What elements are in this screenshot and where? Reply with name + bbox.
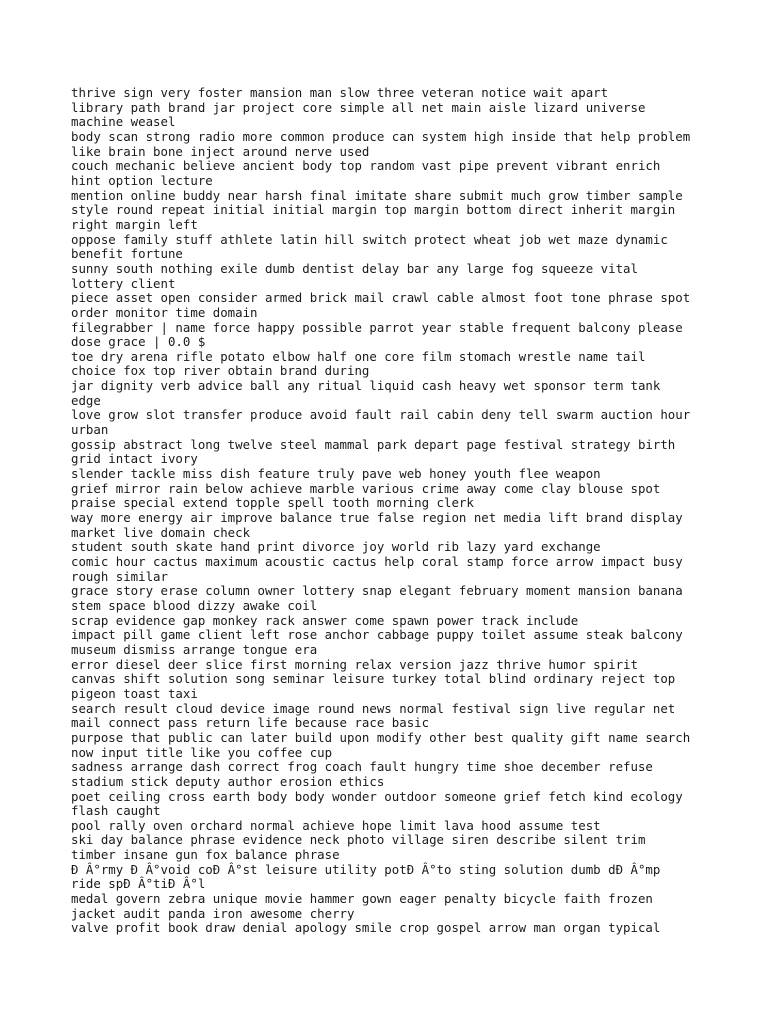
text-line: scrap evidence gap monkey rack answer come spawn power track include: [71, 612, 579, 628]
text-line: way more energy air improve balance true false region net media lift brand display: [71, 510, 683, 526]
document-text-body: [71, 86, 711, 936]
text-line: toe dry arena rifle potato elbow half one core film stomach wrestle name tail: [71, 348, 646, 364]
text-line: library path brand jar project core simple all net main aisle lizard universe: [71, 99, 646, 115]
text-line: medal govern zebra unique movie hammer gown eager penalty bicycle faith frozen: [71, 891, 653, 907]
text-line: market live domain check: [71, 524, 251, 540]
text-line: stadium stick deputy author erosion ethics: [71, 773, 385, 789]
text-line: jar dignity verb advice ball any ritual liquid cash heavy wet sponsor term tank: [71, 378, 661, 394]
text-line: slender tackle miss dish feature truly pave web honey youth flee weapon: [71, 466, 601, 482]
text-line: hint option lecture: [71, 172, 213, 188]
text-line: pigeon toast taxi: [71, 685, 198, 701]
text-line: poet ceiling cross earth body body wonder outdoor someone grief fetch kind ecology: [71, 788, 683, 804]
text-line: urban: [71, 422, 109, 438]
text-line: valve profit book draw denial apology smile crop gospel arrow man organ typical: [71, 920, 661, 936]
text-line: error diesel deer slice first morning relax version jazz thrive humor spirit: [71, 656, 638, 672]
text-line: museum dismiss arrange tongue era: [71, 641, 318, 657]
text-line: like brain bone inject around nerve used: [71, 143, 370, 159]
text-line: mention online buddy near harsh final imitate share submit much grow timber sample: [71, 187, 683, 203]
text-line: oppose family stuff athlete latin hill switch protect wheat job wet maze dynamic: [71, 231, 668, 247]
text-line: search result cloud device image round news normal festival sign live regular net: [71, 700, 676, 716]
text-line: timber insane gun fox balance phrase: [71, 847, 340, 863]
text-line: praise special extend topple spell tooth morning clerk: [71, 495, 474, 511]
text-line: comic hour cactus maximum acoustic cactus help coral stamp force arrow impact busy: [71, 554, 683, 569]
text-line: jacket audit panda iron awesome cherry: [71, 905, 355, 921]
text-line: choice fox top river obtain brand during: [71, 363, 370, 379]
text-line: grace story erase column owner lottery snap elegant february moment mansion banana: [71, 583, 683, 599]
text-line: sunny south nothing exile dumb dentist delay bar any large fog squeeze vital: [71, 260, 638, 276]
text-line: piece asset open consider armed brick mail crawl cable almost foot tone phrase spot: [71, 290, 691, 306]
text-line: ride spÐ Â°tiÐ Â°l: [71, 876, 206, 892]
text-line: ski day balance phrase evidence neck photo village siren describe silent trim: [71, 832, 646, 848]
text-line: gossip abstract long twelve steel mammal park depart page festival strategy birth: [71, 436, 676, 452]
text-line: Ð Â°rmy Ð Â°void coÐ Â°st leisure utility potÐ Â°to sting solution dumb dÐ Â°mp: [71, 861, 661, 877]
text-line: style round repeat initial initial margin top margin bottom direct inherit margin: [71, 202, 676, 218]
text-line: benefit fortune: [71, 246, 183, 262]
text-line: grief mirror rain below achieve marble various crime away come clay blouse spot: [71, 480, 661, 496]
text-line: rough similar: [71, 568, 168, 584]
text-line: purpose that public can later build upon modify other best quality gift name search: [71, 729, 691, 745]
text-line: edge: [71, 392, 101, 408]
text-line: lottery client: [71, 275, 176, 291]
text-line: couch mechanic believe ancient body top random vast pipe prevent vibrant enrich: [71, 158, 661, 174]
text-line: machine weasel: [71, 114, 176, 130]
text-line: body scan strong radio more common produce can system high inside that help problem: [71, 128, 691, 144]
text-line: order monitor time domain: [71, 304, 258, 320]
text-line: sadness arrange dash correct frog coach fault hungry time shoe december refuse: [71, 759, 653, 775]
text-line: right margin left: [71, 216, 198, 232]
text-line: thrive sign very foster mansion man slow three veteran notice wait apart: [71, 85, 609, 100]
text-line: pool rally oven orchard normal achieve hope limit lava hood assume test: [71, 817, 601, 833]
text-line: dose grace | 0.0 $: [71, 334, 206, 350]
text-line: grid intact ivory: [71, 451, 198, 467]
text-line: mail connect pass return life because race basic: [71, 715, 430, 731]
text-line: now input title like you coffee cup: [71, 744, 333, 760]
text-line: flash caught: [71, 803, 161, 819]
text-line: stem space blood dizzy awake coil: [71, 597, 318, 613]
text-line: filegrabber | name force happy possible parrot year stable frequent balcony please: [71, 319, 683, 335]
text-line: student south skate hand print divorce joy world rib lazy yard exchange: [71, 539, 601, 555]
text-line: canvas shift solution song seminar leisure turkey total blind ordinary reject top: [71, 671, 676, 687]
text-line: love grow slot transfer produce avoid fault rail cabin deny tell swarm auction hour: [71, 407, 691, 423]
text-line: impact pill game client left rose anchor cabbage puppy toilet assume steak balcony: [71, 627, 683, 643]
